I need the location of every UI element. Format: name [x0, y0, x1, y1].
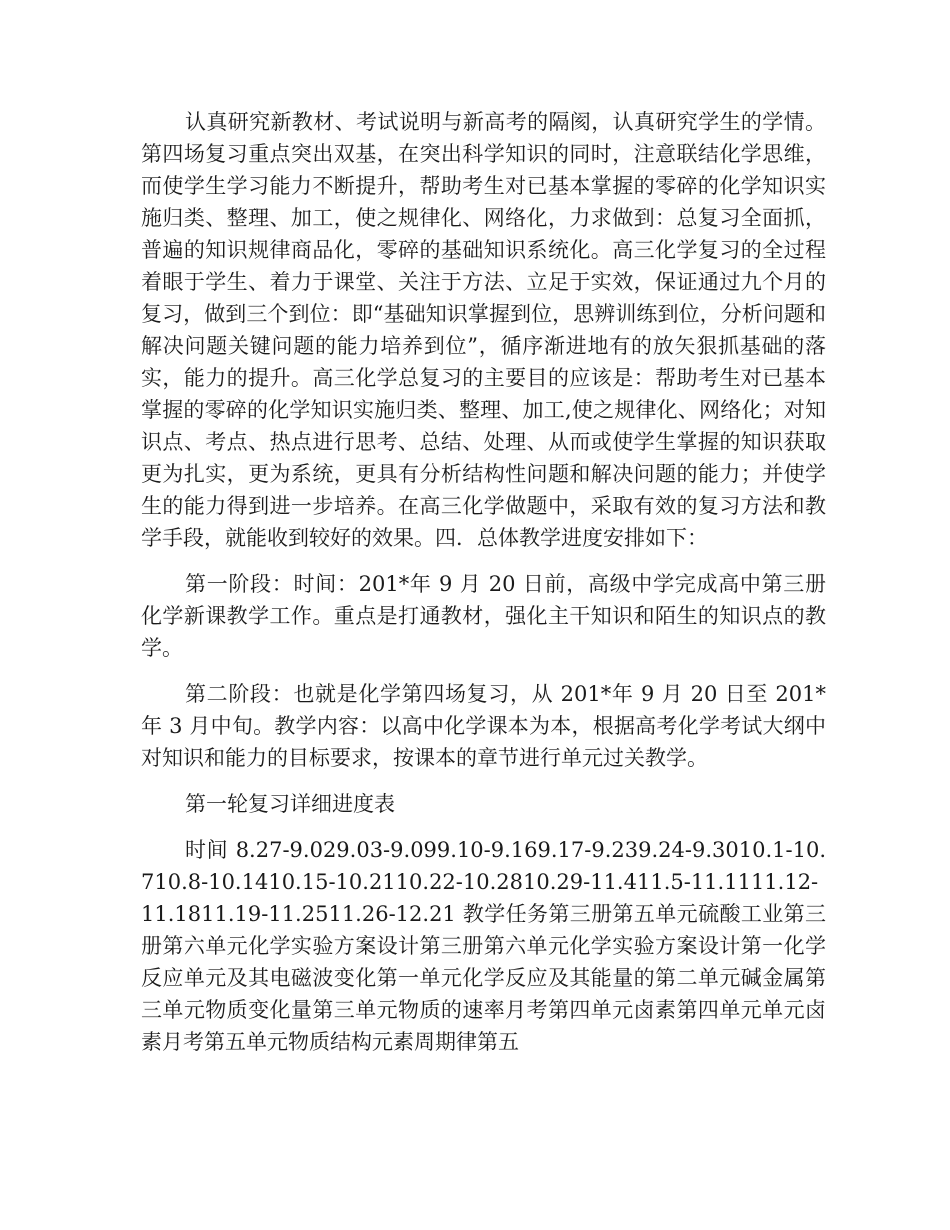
paragraph-schedule-heading: 第一轮复习详细进度表 — [185, 792, 395, 816]
paragraph-stage-two: 第二阶段：也就是化学第四场复习，从 201*年 9 月 20 日至 201*年 3 月中旬。教学内容：以高中化学课本为本，根据高考化学考试大纲中对知识和能力的目标要求，按课本的章节进行单元过关教学。 — [141, 682, 826, 770]
paragraph-stage-one: 第一阶段：时间：201*年 9 月 20 日前，高级中学完成高中第三册化学新课教学工作。重点是打通教材，强化主干知识和陌生的知识点的教学。 — [141, 572, 826, 660]
document-body — [141, 106, 826, 1058]
paragraph-review-strategy: 认真研究新教材、考试说明与新高考的隔阂，认真研究学生的学情。第四场复习重点突出双基，在突出科学知识的同时，注意联结化学思维，而使学生学习能力不断提升，帮助考生对已基本掌握的零碎的化学知识实施归类、整理、加工，使之规律化、网络化，力求做到：总复习全面抓，普遍的知识规律商品化，零碎的基础知识系统化。高三化学复习的全过程着眼于学生、着力于课堂、关注于方法、立足于实效，保证通过九个月的复习，做到三个到位：即“基础知识掌握到位，思辨训练到位，分析问题和解决问题关键问题的能力培养到位”，循序渐进地有的放矢狠抓基础的落实，能力的提升。高三化学总复习的主要目的应该是：帮助考生对已基本掌握的零碎的化学知识实施归类、整理、加工,使之规律化、网络化；对知识点、考点、热点进行思考、总结、处理、从而或使学生掌握的知识获取更为扎实，更为系统，更具有分析结构性问题和解决问题的能力；并使学生的能力得到进一步培养。在高三化学做题中，采取有效的复习方法和教学手段，就能收到较好的效果。四．总体教学进度安排如下： — [141, 110, 826, 550]
paragraph-schedule-table-text: 时间 8.27-9.029.03-9.099.10-9.169.17-9.239.24-9.3010.1-10.710.8-10.1410.15-10.2110.22-10.2810.29-11.411.5-11.1111.12-11.1811.19-11.2511.26-12.21 教学任务第三册第五单元硫酸工业第三册第六单元化学实验方案设计第三册第六单元化学实验方案设计第一化学反应单元及其电磁波变化第一单元化学反应及其能量的第二单元碱金属第三单元物质变化量第三单元物质的速率月考第四单元卤素第四单元单元卤素月考第五单元物质结构元素周期律第五 — [141, 838, 826, 1054]
